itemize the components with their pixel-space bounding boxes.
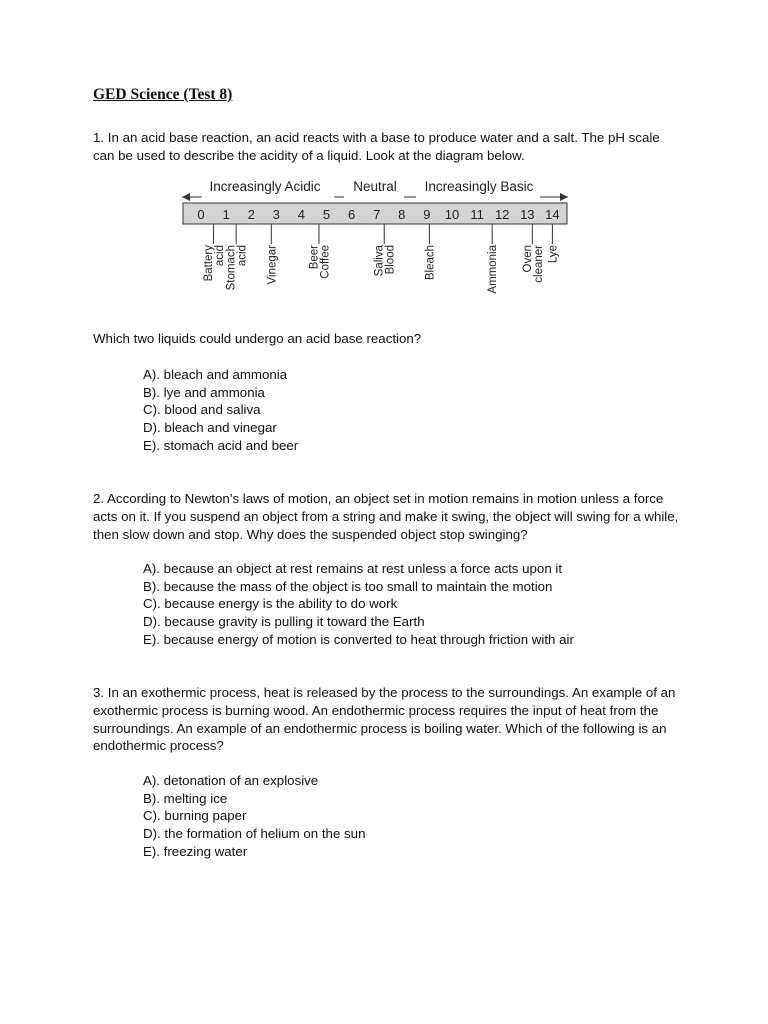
ph-number-1: 1 <box>222 207 230 222</box>
substance-label: Battery <box>203 245 216 282</box>
substance-label: acid <box>236 245 249 267</box>
ph-substances <box>203 224 559 294</box>
ph-number-7: 7 <box>373 207 381 222</box>
ph-number-13: 13 <box>520 207 535 222</box>
substance-label: Beer <box>308 245 321 270</box>
question-3-text: 3. In an exothermic process, heat is released by the process to the surroundings. An example of an exothermic process is burning wood. An endothermic process requires the input of heat from the surroundings. An example of an endothermic process is boiling water. Which of the following is an endothermic process? <box>93 685 676 754</box>
substance-oven-cleaner <box>522 224 545 283</box>
substance-label: Bleach <box>424 245 437 281</box>
question-3-option-a: A). detonation of an explosive <box>143 773 319 788</box>
ph-scale-diagram <box>176 172 606 312</box>
question-2-option-c: C). because energy is the ability to do work <box>143 596 398 612</box>
acidic-label: Increasingly Acidic <box>209 179 321 194</box>
question-1-option-d: D). bleach and vinegar <box>143 420 277 436</box>
question-2-option-a: A). because an object at rest remains at rest unless a force acts upon it <box>143 561 563 576</box>
question-3-option-c: C). burning paper <box>143 808 247 824</box>
question-1-option-e: E). stomach acid and beer <box>143 437 299 453</box>
question-1-prompt: Which two liquids could undergo an acid base reaction? <box>93 331 422 346</box>
neutral-label: Neutral <box>353 179 397 194</box>
right-arrow-icon <box>560 193 568 201</box>
question-1-option-a: A). bleach and ammonia <box>143 367 288 382</box>
question-3-option-b: B). melting ice <box>143 790 228 806</box>
substance-label: Saliva <box>373 245 386 277</box>
ph-number-6: 6 <box>347 207 356 222</box>
question-3-option-e: E). freezing water <box>143 843 248 859</box>
substance-bleach <box>424 224 436 280</box>
substance-stomach-acid <box>226 224 249 290</box>
substance-label: Ammonia <box>487 245 500 294</box>
ph-scale-header <box>182 179 568 205</box>
ph-number-4: 4 <box>297 207 306 222</box>
question-3-options <box>143 772 365 861</box>
substance-lye <box>547 224 559 263</box>
substance-label: Lye <box>547 245 560 264</box>
question-1-text: 1. In an acid base reaction, an acid reacts with a base to produce water and a salt. The pH scale can be used to describe the acidity of a liquid. Look at the diagram below. <box>93 130 660 163</box>
substance-label: Vinegar <box>266 245 279 285</box>
ph-number-8: 8 <box>398 207 406 222</box>
substance-label: Blood <box>384 245 397 275</box>
left-arrow-icon <box>182 193 190 201</box>
substance-beer-coffee <box>308 224 331 279</box>
ph-number-11: 11 <box>470 207 484 222</box>
ph-numbers <box>197 207 559 222</box>
question-1-option-c: C). blood and saliva <box>143 402 261 418</box>
ph-number-14: 14 <box>545 207 560 222</box>
ph-number-0: 0 <box>197 207 205 222</box>
ph-number-10: 10 <box>444 207 460 222</box>
substance-saliva-blood <box>374 224 397 276</box>
substance-label: cleaner <box>532 245 545 283</box>
question-3-option-d: D). the formation of helium on the sun <box>143 826 366 842</box>
substance-ammonia <box>487 224 499 294</box>
question-2-option-b: B). because the mass of the object is too small to maintain the motion <box>143 578 553 594</box>
question-2-options <box>143 560 574 649</box>
substance-battery-acid <box>203 224 226 281</box>
ph-number-12: 12 <box>494 207 510 222</box>
question-1-options <box>143 366 298 455</box>
ph-number-9: 9 <box>423 207 431 222</box>
page-title: GED Science (Test 8) <box>93 86 233 103</box>
substance-label: Coffee <box>319 245 332 279</box>
question-2-option-e: E). because energy of motion is converted to heat through friction with air <box>143 631 574 647</box>
substance-vinegar <box>266 224 278 284</box>
ph-number-2: 2 <box>247 207 255 222</box>
ph-number-5: 5 <box>322 207 331 222</box>
basic-label: Increasingly Basic <box>424 179 534 194</box>
question-1-option-b: B). lye and ammonia <box>143 384 265 400</box>
substance-label: Oven <box>521 245 534 273</box>
ph-number-3: 3 <box>272 207 280 222</box>
question-2-text: 2. According to Newton’s laws of motion, an object set in motion remains in motion unless a force acts on it. If you suspend an object from a string and make it swing, the object will swing for a while, then slow down and stop. Why does the suspended object stop swinging? <box>93 491 679 542</box>
substance-label: Stomach <box>225 245 238 291</box>
question-2-option-d: D). because gravity is pulling it toward the Earth <box>143 614 425 630</box>
substance-label: acid <box>214 245 227 267</box>
